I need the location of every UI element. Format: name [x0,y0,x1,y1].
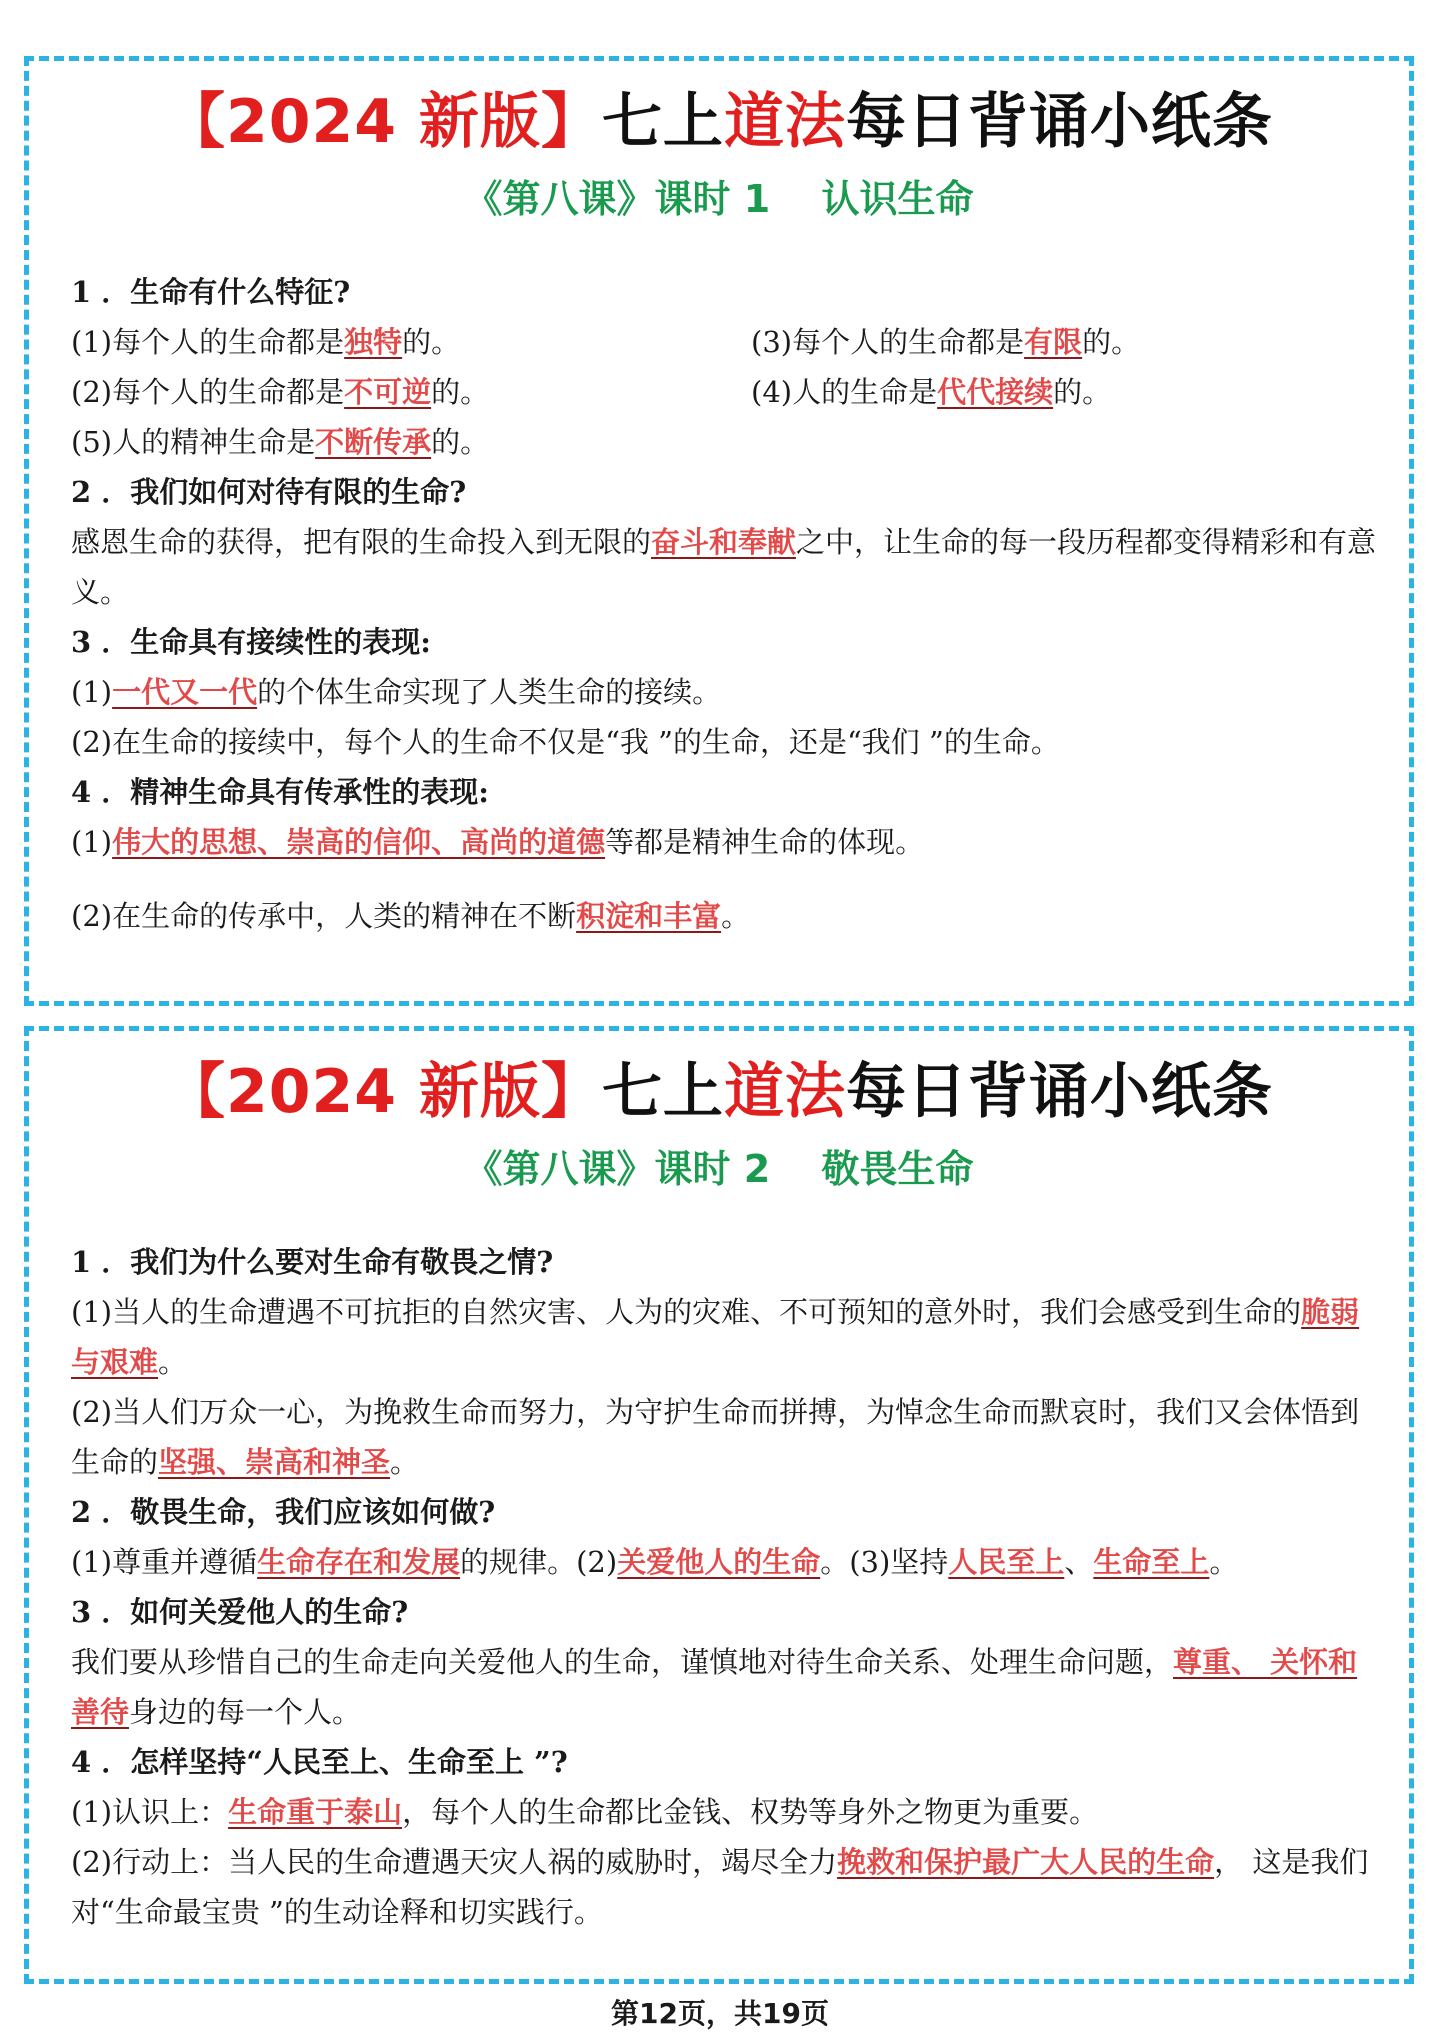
answer-text: 。 [158,1345,188,1379]
answer-text: 的。 [431,375,490,409]
key-term: 伟大的思想、崇高的信仰、高尚的道德 [112,825,606,859]
question-4: 4 ．怎样坚持“人民至上、生命至上 ”? [71,1745,568,1779]
title-subject: 道法 [723,87,846,157]
answer-item [71,317,751,367]
answer-text: ，每个人的生命都比金钱、权势等身外之物更为重要。 [402,1795,1099,1829]
card-subtitle: 《第八课》课时 2 敬畏生命 [464,1147,974,1191]
answer-text: 我们要从珍惜自己的生命走向关爱他人的生命，谨慎地对待生命关系、处理生命问题， [71,1645,1174,1679]
question-1: 1 ．生命有什么特征? [71,275,351,309]
key-term: 关爱他人的生命 [617,1545,821,1579]
key-term: 生命重于泰山 [228,1795,403,1829]
card-title [29,1053,1409,1131]
answer-text: 。 [1209,1545,1239,1579]
answer-item [71,1787,1379,1837]
card-content [71,267,1379,941]
answer-paragraph [71,517,1379,617]
title-rest: 每日背诵小纸条 [845,87,1273,157]
key-term: 尊重、 关怀和善待 [71,1645,1358,1729]
key-term: 坚强、崇高和神圣 [158,1445,391,1479]
answer-text: 。(3)坚持 [820,1545,949,1579]
key-term: 独特 [344,325,403,359]
answer-row [71,317,1379,367]
title-edition: 2024 新版 [226,1057,541,1127]
answer-item: (2)在生命的接续中，每个人的生命不仅是“我 ”的生命，还是“我们 ”的生命。 [71,725,1060,759]
answer-text: (1)每个人的生命都是 [71,325,345,359]
answer-item [71,817,1379,867]
answer-paragraph [71,1287,1379,1387]
page-number: 第12页，共19页 [611,1997,829,2030]
card-title [29,83,1409,161]
question-2: 2 ．敬畏生命，我们应该如何做? [71,1495,496,1529]
key-term: 奋斗和奉献 [651,525,797,559]
key-term: 有限 [1024,325,1083,359]
card-content [71,1237,1379,1937]
key-term: 代代接续 [937,375,1054,409]
answer-text: ， 这是我们对“生命最宝贵 ”的生动诠释和切实践行。 [71,1845,1369,1929]
answer-text: 。 [390,1445,420,1479]
answer-text: (1) [71,675,113,709]
title-bracket-open: 【 [165,1057,227,1127]
title-grade: 七上 [601,1057,724,1127]
answer-text: (5)人的精神生命是 [71,425,316,459]
answer-text: 的。 [431,425,490,459]
answer-text: 的。 [1082,325,1141,359]
answer-text: (2)当人们万众一心，为挽救生命而努力，为守护生命而拼搏，为悼念生命而默哀时，我们又会体悟到生命的 [71,1395,1360,1479]
answer-paragraph [71,1637,1379,1737]
answer-text: (3)每个人的生命都是 [751,325,1025,359]
answer-text: 的。 [1053,375,1112,409]
answer-text: 的个体生命实现了人类生命的接续。 [257,675,722,709]
key-term: 生命至上 [1093,1545,1210,1579]
answer-item [71,367,751,417]
title-subject: 道法 [723,1057,846,1127]
key-term: 不可逆 [344,375,432,409]
answer-text: (1)认识上： [71,1795,229,1829]
answer-text: (1)当人的生命遭遇不可抗拒的自然灾害、人为的灾难、不可预知的意外时，我们会感受到生命的 [71,1295,1302,1329]
note-card-lesson-1 [24,56,1414,1006]
answer-text: 之中，让生命的每一段历程都变得精彩和有意义。 [71,525,1377,609]
answer-text: 、 [1064,1545,1094,1579]
key-term: 人民至上 [948,1545,1065,1579]
key-term: 生命存在和发展 [257,1545,461,1579]
question-3: 3 ．生命具有接续性的表现: [71,625,431,659]
title-rest: 每日背诵小纸条 [845,1057,1273,1127]
key-term: 积淀和丰富 [576,899,722,933]
answer-text: 身边的每一个人。 [129,1695,362,1729]
answer-text: (2)每个人的生命都是 [71,375,345,409]
title-bracket-open: 【 [165,87,227,157]
answer-text: (1)尊重并遵循 [71,1545,258,1579]
answer-item [71,667,1379,717]
answer-item [71,1537,1379,1587]
answer-text: 的规律。(2) [460,1545,618,1579]
title-edition: 2024 新版 [226,87,541,157]
answer-row [71,367,1379,417]
answer-text: 的。 [402,325,461,359]
title-grade: 七上 [601,87,724,157]
question-1: 1 ．我们为什么要对生命有敬畏之情? [71,1245,554,1279]
question-3: 3 ．如何关爱他人的生命? [71,1595,409,1629]
key-term: 挽救和保护最广大人民的生命 [837,1845,1215,1879]
answer-paragraph [71,1837,1379,1937]
answer-text: 。 [721,899,751,933]
key-term: 不断传承 [315,425,432,459]
question-2: 2 ．我们如何对待有限的生命? [71,475,467,509]
answer-paragraph [71,1387,1379,1487]
key-term: 脆弱与艰难 [71,1295,1360,1379]
answer-text: 等都是精神生命的体现。 [605,825,925,859]
card-subtitle: 《第八课》课时 1 认识生命 [464,177,974,221]
key-term: 一代又一代 [112,675,258,709]
answer-item [751,367,1111,417]
note-card-lesson-2 [24,1026,1414,1984]
spacer [71,867,1379,891]
title-bracket-close: 】 [540,1057,602,1127]
title-bracket-close: 】 [540,87,602,157]
answer-text: (2)在生命的传承中，人类的精神在不断 [71,899,577,933]
answer-item [71,417,1379,467]
answer-item [71,891,1379,941]
answer-text: (1) [71,825,113,859]
answer-item [751,317,1140,367]
answer-text: 感恩生命的获得，把有限的生命投入到无限的 [71,525,652,559]
question-4: 4 ．精神生命具有传承性的表现: [71,775,489,809]
answer-text: (2)行动上：当人民的生命遭遇天灾人祸的威胁时，竭尽全力 [71,1845,838,1879]
answer-text: (4)人的生命是 [751,375,938,409]
